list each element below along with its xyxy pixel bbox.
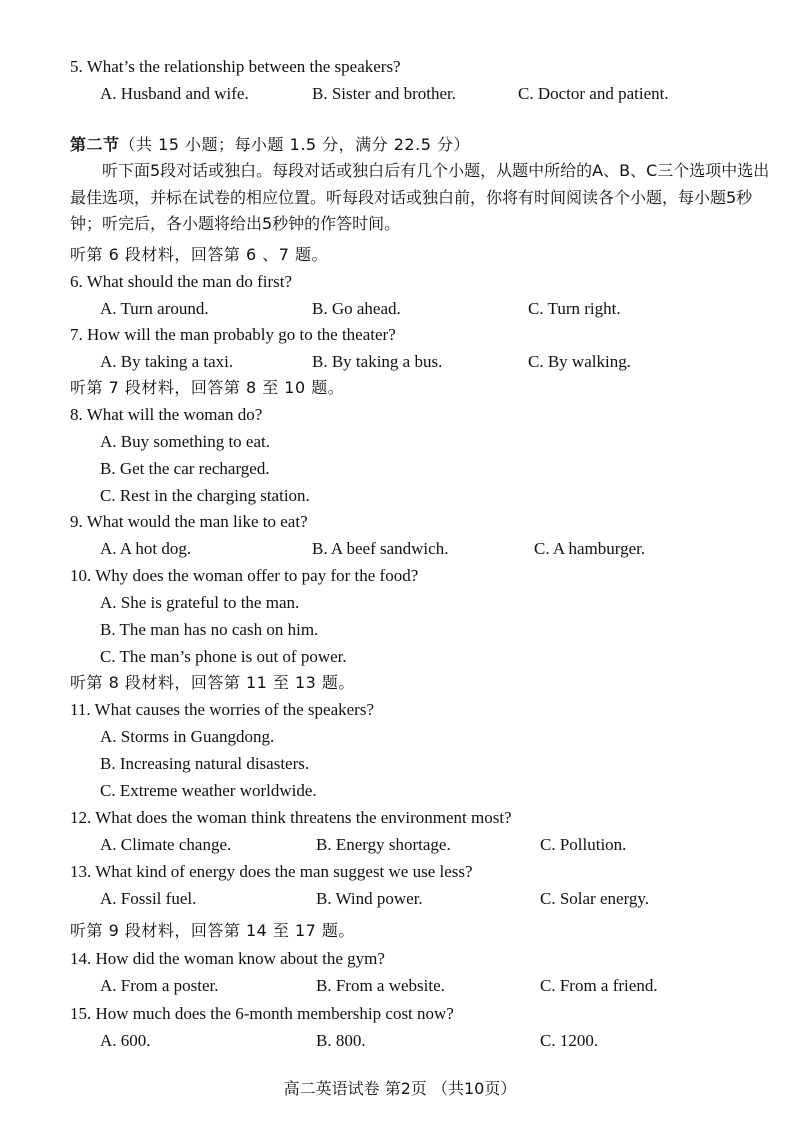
q7-option-b: B. By taking a bus.: [312, 352, 443, 371]
q6-option-a: A. Turn around.: [100, 299, 209, 318]
question-5: 5. What’s the relationship between the speakers?: [70, 57, 401, 76]
q6-option-b: B. Go ahead.: [312, 299, 401, 318]
q12-option-c: C. Pollution.: [540, 835, 627, 854]
q8-option-b: B. Get the car recharged.: [100, 459, 270, 478]
question-8: 8. What will the woman do?: [70, 405, 263, 424]
question-6: 6. What should the man do first?: [70, 272, 293, 291]
material-7-note: 听第 7 段材料，回答第 8 至 10 题。: [70, 378, 345, 397]
q14-option-c: C. From a friend.: [540, 976, 658, 995]
q7-option-c: C. By walking.: [528, 352, 631, 371]
q5-option-a: A. Husband and wife.: [100, 84, 249, 103]
q13-option-a: A. Fossil fuel.: [100, 889, 197, 908]
q12-option-b: B. Energy shortage.: [316, 835, 451, 854]
question-7: 7. How will the man probably go to the theater?: [70, 325, 396, 344]
q8-option-a: A. Buy something to eat.: [100, 432, 270, 451]
q15-option-a: A. 600.: [100, 1031, 151, 1050]
question-14: 14. How did the woman know about the gym?: [70, 949, 385, 968]
q15-option-b: B. 800.: [316, 1031, 366, 1050]
q5-option-b: B. Sister and brother.: [312, 84, 457, 103]
q5-option-c: C. Doctor and patient.: [518, 84, 669, 103]
q12-option-a: A. Climate change.: [100, 835, 232, 854]
q11-option-c: C. Extreme weather worldwide.: [100, 781, 317, 800]
question-13: 13. What kind of energy does the man suggest we use less?: [70, 862, 473, 881]
section-info: （共 15 小题；每小题 1.5 分，满分 22.5 分）: [119, 135, 470, 154]
q10-option-a: A. She is grateful to the man.: [100, 593, 300, 612]
section-heading: [70, 134, 470, 156]
question-11: 11. What causes the worries of the speakers?: [70, 700, 374, 719]
question-9: 9. What would the man like to eat?: [70, 512, 308, 531]
section-title: 第二节: [70, 135, 120, 154]
question-10: 10. Why does the woman offer to pay for the food?: [70, 566, 419, 585]
section-instructions: 听下面5段对话或独白。每段对话或独白后有几个小题，从题中所给的A、B、C三个选项中选出最佳选项，并标在试卷的相应位置。听每段对话或独白前，你将有时间阅读各个小题，每小题5秒钟；听完后，各小题将给出5秒钟的作答时间。: [70, 161, 770, 233]
q6-option-c: C. Turn right.: [528, 299, 621, 318]
material-9-note: 听第 9 段材料，回答第 14 至 17 题。: [70, 921, 355, 940]
q7-option-a: A. By taking a taxi.: [100, 352, 234, 371]
q11-option-b: B. Increasing natural disasters.: [100, 754, 310, 773]
q9-option-c: C. A hamburger.: [534, 539, 646, 558]
q9-option-b: B. A beef sandwich.: [312, 539, 449, 558]
q13-option-c: C. Solar energy.: [540, 889, 650, 908]
q10-option-b: B. The man has no cash on him.: [100, 620, 319, 639]
q10-option-c: C. The man’s phone is out of power.: [100, 647, 347, 666]
q15-option-c: C. 1200.: [540, 1031, 599, 1050]
q13-option-b: B. Wind power.: [316, 889, 423, 908]
material-8-note: 听第 8 段材料，回答第 11 至 13 题。: [70, 673, 355, 692]
material-6-note: 听第 6 段材料，回答第 6 、7 题。: [70, 245, 328, 264]
q14-option-b: B. From a website.: [316, 976, 445, 995]
q8-option-c: C. Rest in the charging station.: [100, 486, 310, 505]
q9-option-a: A. A hot dog.: [100, 539, 192, 558]
q11-option-a: A. Storms in Guangdong.: [100, 727, 275, 746]
question-12: 12. What does the woman think threatens the environment most?: [70, 808, 512, 827]
q14-option-a: A. From a poster.: [100, 976, 219, 995]
page-footer: 高二英语试卷 第2页 （共10页）: [283, 1079, 517, 1098]
question-15: 15. How much does the 6-month membership cost now?: [70, 1004, 454, 1023]
